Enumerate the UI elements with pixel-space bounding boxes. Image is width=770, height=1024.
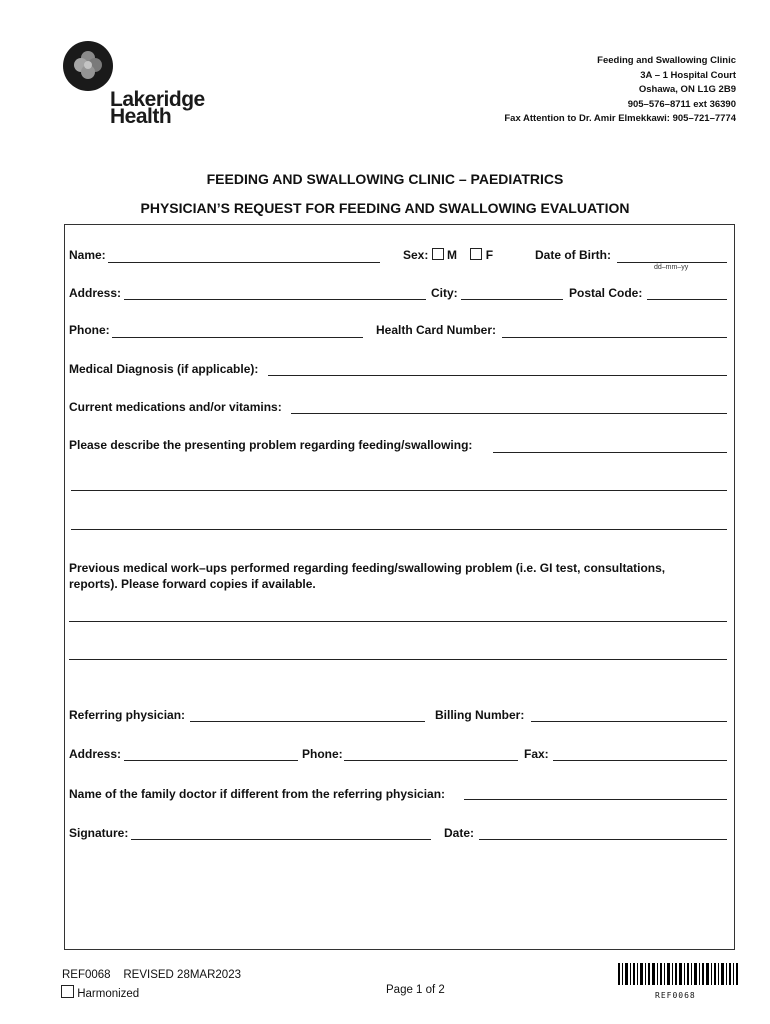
problem-label: Please describe the presenting problem regarding feeding/swallowing: [69, 438, 473, 452]
page-number: Page 1 of 2 [386, 984, 445, 996]
address-label: Address: [69, 286, 122, 300]
signature-label: Signature: [69, 826, 129, 840]
referring-phone-field[interactable] [344, 760, 518, 761]
sex-text: Sex: [403, 248, 429, 262]
harmonized-checkbox[interactable] [61, 985, 74, 998]
family-doctor-field[interactable] [464, 799, 727, 800]
harmonized-row [61, 985, 139, 1000]
sex-label [403, 248, 493, 262]
name-label: Name: [69, 248, 106, 262]
diagnosis-label: Medical Diagnosis (if applicable): [69, 362, 259, 376]
billing-number-label: Billing Number: [435, 708, 525, 722]
footer-ref-revision [62, 969, 241, 981]
clinic-street: 3A – 1 Hospital Court [640, 69, 736, 81]
sex-f-label: F [485, 248, 494, 262]
barcode-icon [618, 963, 738, 991]
medications-field[interactable] [291, 413, 727, 414]
dob-format-hint: dd–mm–yy [654, 264, 689, 271]
phone-field[interactable] [112, 337, 363, 338]
barcode-text: REF0068 [655, 991, 696, 1000]
logo-circle-icon [62, 40, 114, 92]
dob-label: Date of Birth: [535, 248, 611, 262]
phone-label: Phone: [69, 323, 110, 337]
harmonized-label: Harmonized [77, 988, 140, 1000]
referring-fax-label: Fax: [524, 747, 549, 761]
referring-address-field[interactable] [124, 760, 298, 761]
problem-field-line2[interactable] [71, 490, 727, 491]
revision-date: REVISED 28MAR2023 [123, 969, 241, 981]
address-field[interactable] [124, 299, 426, 300]
workups-field-line1[interactable] [69, 621, 727, 622]
clinic-city: Oshawa, ON L1G 2B9 [638, 84, 736, 95]
problem-field-line1[interactable] [493, 452, 727, 453]
sex-f-checkbox[interactable] [470, 248, 482, 260]
page-subtitle: PHYSICIAN’S REQUEST FOR FEEDING AND SWALLOWING EVALUATION [140, 200, 630, 216]
lakeridge-health-logo [62, 40, 212, 130]
sex-m-label: M [447, 248, 458, 262]
postal-code-label: Postal Code: [569, 286, 643, 300]
dob-field[interactable] [617, 262, 727, 263]
workups-field-line2[interactable] [69, 659, 727, 660]
billing-number-field[interactable] [531, 721, 727, 722]
diagnosis-field[interactable] [268, 375, 727, 376]
workups-label-line2: reports). Please forward copies if available. [69, 577, 316, 591]
referring-phone-label: Phone: [302, 747, 343, 761]
clinic-phone: 905–576–8711 ext 36390 [627, 98, 736, 110]
logo-text-line1: Lakeridge [110, 88, 205, 111]
referring-physician-label: Referring physician: [69, 708, 186, 722]
workups-label-line1: Previous medical work–ups performed regarding feeding/swallowing problem (i.e. GI test, consultations, [69, 561, 666, 575]
health-card-field[interactable] [502, 337, 727, 338]
health-card-label: Health Card Number: [376, 323, 497, 337]
referring-physician-field[interactable] [190, 721, 425, 722]
sex-m-checkbox[interactable] [432, 248, 444, 260]
clinic-name: Feeding and Swallowing Clinic [597, 55, 736, 66]
referring-fax-field[interactable] [553, 760, 727, 761]
ref-code: REF0068 [62, 969, 111, 981]
signature-field[interactable] [131, 839, 431, 840]
city-field[interactable] [461, 299, 563, 300]
city-label: City: [431, 286, 458, 300]
logo-text-line2: Health [110, 105, 172, 128]
problem-field-line3[interactable] [71, 529, 727, 530]
family-doctor-label: Name of the family doctor if different from the referring physician: [69, 787, 446, 801]
date-label: Date: [444, 826, 475, 840]
date-field[interactable] [479, 839, 727, 840]
page-title: FEEDING AND SWALLOWING CLINIC – PAEDIATRICS [206, 171, 564, 187]
clinic-address-block [504, 54, 736, 127]
postal-code-field[interactable] [647, 299, 727, 300]
clinic-fax: Fax Attention to Dr. Amir Elmekkawi: 905–721–7774 [504, 113, 736, 124]
name-field[interactable] [108, 262, 380, 263]
referring-address-label: Address: [69, 747, 122, 761]
medications-label: Current medications and/or vitamins: [69, 400, 282, 414]
